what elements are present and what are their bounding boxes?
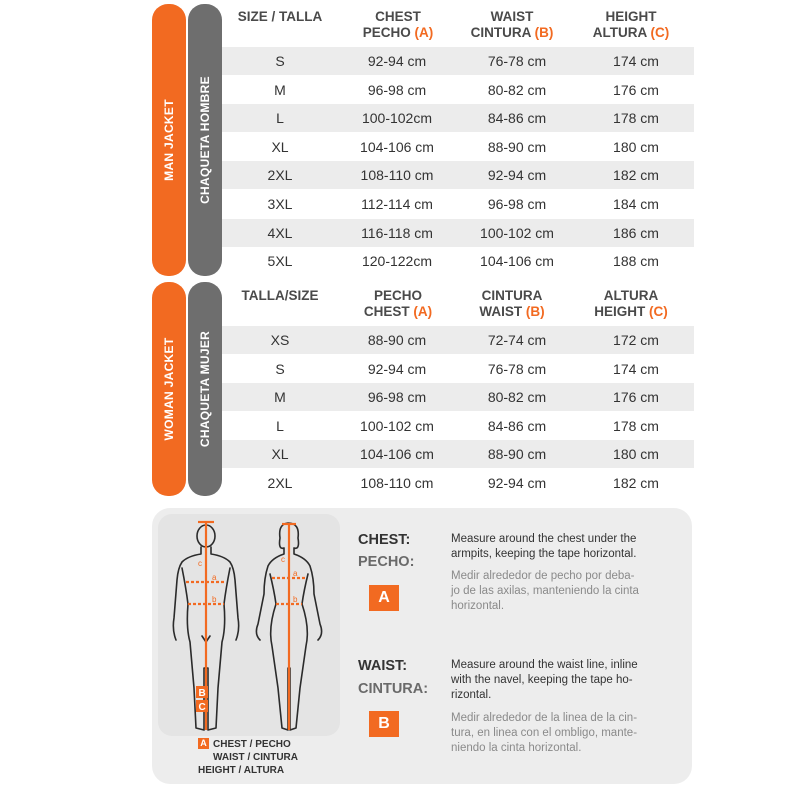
table-row [222, 104, 694, 132]
height-cell: 174 cm [613, 53, 659, 69]
man-figure-mark-c-box: C [198, 702, 206, 713]
woman-header-line1: ALTURA [603, 288, 659, 303]
woman-header-line2 [338, 304, 458, 320]
chest-desc-en-line: Measure around the chest under the [451, 533, 637, 545]
waist-cell: 92-94 cm [487, 167, 547, 184]
chest-cell: 96-98 cm [367, 81, 427, 98]
chest-label-en: CHEST: [358, 532, 411, 548]
chest-desc-es-line: horizontal. [451, 600, 505, 612]
man-header-col-2 [450, 9, 574, 41]
height-cell: 176 cm [613, 81, 659, 98]
table-row [222, 47, 694, 75]
man-figure-icon [168, 518, 248, 738]
chest-cell: 116-118 cm [361, 224, 433, 241]
table-row [222, 355, 694, 383]
table-row [222, 383, 694, 411]
size-cell: 2XL [267, 475, 293, 491]
man-figure-mark-b-box: B [198, 688, 206, 699]
man-header-line1: WAIST [490, 9, 534, 24]
chest-desc-en-line: armpits, keeping the tape horizontal. [451, 548, 637, 560]
waist-label-en: WAIST: [358, 658, 408, 674]
height-cell: 186 cm [613, 224, 659, 241]
man-header-line1: CHEST [375, 9, 421, 24]
waist-letter-badge: B [369, 711, 399, 737]
size-cell: L [276, 417, 284, 434]
chest-description-en [451, 532, 636, 562]
woman-header-line2-text: HEIGHT [594, 304, 646, 319]
man-header-accent-letter: (A) [414, 25, 434, 40]
woman-figure-mark-a: a [293, 569, 298, 578]
man-header-line1: SIZE / TALLA [237, 9, 323, 24]
legend-text-waist: WAIST / CINTURA [213, 752, 298, 763]
waist-cell: 84-86 cm [487, 417, 547, 434]
height-cell: 180 cm [613, 138, 659, 155]
size-cell: M [274, 389, 286, 406]
height-cell: 180 cm [613, 446, 659, 463]
man-header-line2-text: PECHO [362, 25, 411, 40]
height-cell: 184 cm [613, 196, 659, 212]
man-header-accent-letter: (B) [534, 25, 554, 40]
legend-item-chest [198, 738, 298, 751]
woman-header-line2-text: CHEST [363, 304, 410, 319]
woman-jacket-label: WOMAN JACKET [162, 337, 176, 441]
size-cell: 5XL [267, 253, 293, 270]
legend-item-height [198, 764, 298, 777]
man-header-col-3 [572, 9, 690, 41]
waist-cell: 80-82 cm [487, 389, 547, 406]
woman-header-line2 [572, 304, 690, 320]
chaqueta-hombre-label: CHAQUETA HOMBRE [198, 76, 212, 204]
waist-desc-en-line: rizontal. [451, 689, 492, 701]
man-jacket-label: MAN JACKET [162, 99, 176, 181]
size-cell: 3XL [267, 196, 293, 212]
woman-header-accent-letter: (C) [649, 304, 668, 319]
chest-desc-es-line: Medir alrededor de pecho por deba- [451, 570, 635, 582]
table-row [222, 247, 694, 275]
waist-cell: 80-82 cm [487, 81, 547, 98]
chest-cell: 108-110 cm [360, 167, 434, 184]
waist-cell: 76-78 cm [487, 53, 547, 69]
man-header-line2 [338, 25, 458, 41]
waist-cell: 76-78 cm [487, 360, 547, 377]
waist-cell: 88-90 cm [487, 446, 547, 463]
chest-cell: 88-90 cm [367, 332, 427, 348]
height-cell: 174 cm [613, 360, 659, 377]
waist-desc-es-line: niendo la cinta horizontal. [451, 742, 582, 754]
waist-description-es [451, 711, 637, 756]
chest-cell: 104-106 cm [360, 446, 434, 463]
woman-header-col-2 [450, 288, 574, 320]
chest-cell: 92-94 cm [367, 360, 427, 377]
waist-cell: 96-98 cm [487, 196, 547, 212]
man-header-line2-text: CINTURA [470, 25, 531, 40]
woman-header-line2-text: WAIST [479, 304, 523, 319]
table-row [222, 76, 694, 104]
waist-desc-es-line: Medir alrededor de la linea de la cin- [451, 712, 638, 724]
height-cell: 182 cm [613, 475, 659, 491]
size-cell: 4XL [267, 224, 293, 241]
man-header-line2-text: ALTURA [592, 25, 647, 40]
woman-figure-mark-b: b [293, 595, 298, 604]
height-cell: 176 cm [613, 389, 659, 406]
man-header-line2 [572, 25, 690, 41]
woman-header-line1: PECHO [373, 288, 422, 303]
size-cell: S [275, 53, 285, 69]
waist-cell: 72-74 cm [487, 332, 547, 348]
waist-description-en [451, 658, 638, 703]
legend-text-chest: CHEST / PECHO [213, 739, 291, 750]
height-cell: 178 cm [613, 110, 659, 127]
chest-cell: 100-102 cm [360, 417, 434, 434]
man-header-accent-letter: (C) [650, 25, 670, 40]
chest-cell: 100-102cm [361, 110, 433, 127]
table-row [222, 161, 694, 189]
size-cell: 2XL [267, 167, 293, 184]
woman-header-accent-letter: (B) [525, 304, 545, 319]
height-cell: 188 cm [613, 253, 659, 270]
legend-item-waist [198, 751, 298, 764]
table-row [222, 440, 694, 468]
man-figure-mark-a: a [212, 573, 217, 582]
size-cell: S [275, 360, 285, 377]
size-cell: XL [271, 138, 289, 155]
size-cell: XS [270, 332, 290, 348]
man-header-line1: HEIGHT [605, 9, 657, 24]
chest-description-es [451, 569, 639, 614]
man-header-col-1 [338, 9, 458, 41]
man-figure-mark-b: b [212, 595, 217, 604]
size-cell: L [276, 110, 284, 127]
woman-header-col-1 [338, 288, 458, 320]
woman-header-line1: TALLA/SIZE [241, 288, 319, 303]
table-row [222, 412, 694, 440]
waist-desc-es-line: tura, en linea con el ombligo, mante- [451, 727, 638, 739]
legend-text-height: HEIGHT / ALTURA [198, 765, 285, 776]
waist-desc-en-line: Measure around the waist line, inline [451, 659, 638, 671]
woman-figure-icon [250, 518, 330, 738]
table-row [222, 219, 694, 247]
waist-cell: 104-106 cm [480, 253, 554, 270]
chest-label-es: PECHO: [358, 554, 415, 570]
man-header-line2 [450, 25, 574, 41]
woman-header-line2 [450, 304, 574, 320]
waist-cell: 100-102 cm [480, 224, 554, 241]
height-cell: 178 cm [613, 417, 659, 434]
chest-desc-es-line: jo de las axilas, manteniendo la cinta [451, 585, 639, 597]
woman-header-col-0 [220, 288, 340, 304]
woman-figure-mark-c: c [281, 555, 285, 564]
chest-letter-badge: A [369, 585, 399, 611]
height-cell: 172 cm [613, 332, 659, 348]
figure-legend [198, 738, 298, 777]
table-row [222, 190, 694, 218]
table-row [222, 326, 694, 354]
size-cell: XL [271, 446, 289, 463]
woman-header-col-3 [572, 288, 690, 320]
waist-cell: 84-86 cm [487, 110, 547, 127]
height-cell: 182 cm [613, 167, 659, 184]
man-header-col-0 [220, 9, 340, 25]
chest-cell: 96-98 cm [367, 389, 427, 406]
size-cell: M [274, 81, 286, 98]
chest-cell: 108-110 cm [360, 475, 434, 491]
chest-cell: 112-114 cm [361, 196, 433, 212]
chest-cell: 120-122cm [361, 253, 433, 270]
chest-cell: 104-106 cm [360, 138, 434, 155]
waist-desc-en-line: with the navel, keeping the tape ho- [451, 674, 633, 686]
woman-header-accent-letter: (A) [413, 304, 433, 319]
table-row [222, 469, 694, 497]
woman-header-line1: CINTURA [481, 288, 543, 303]
chest-cell: 92-94 cm [367, 53, 427, 69]
chaqueta-mujer-label: CHAQUETA MUJER [198, 330, 212, 448]
table-row [222, 133, 694, 161]
waist-label-es: CINTURA: [358, 681, 429, 697]
man-figure-mark-c: c [198, 559, 202, 568]
legend-letter-a: A [198, 738, 209, 749]
waist-cell: 92-94 cm [487, 475, 547, 491]
waist-cell: 88-90 cm [487, 138, 547, 155]
